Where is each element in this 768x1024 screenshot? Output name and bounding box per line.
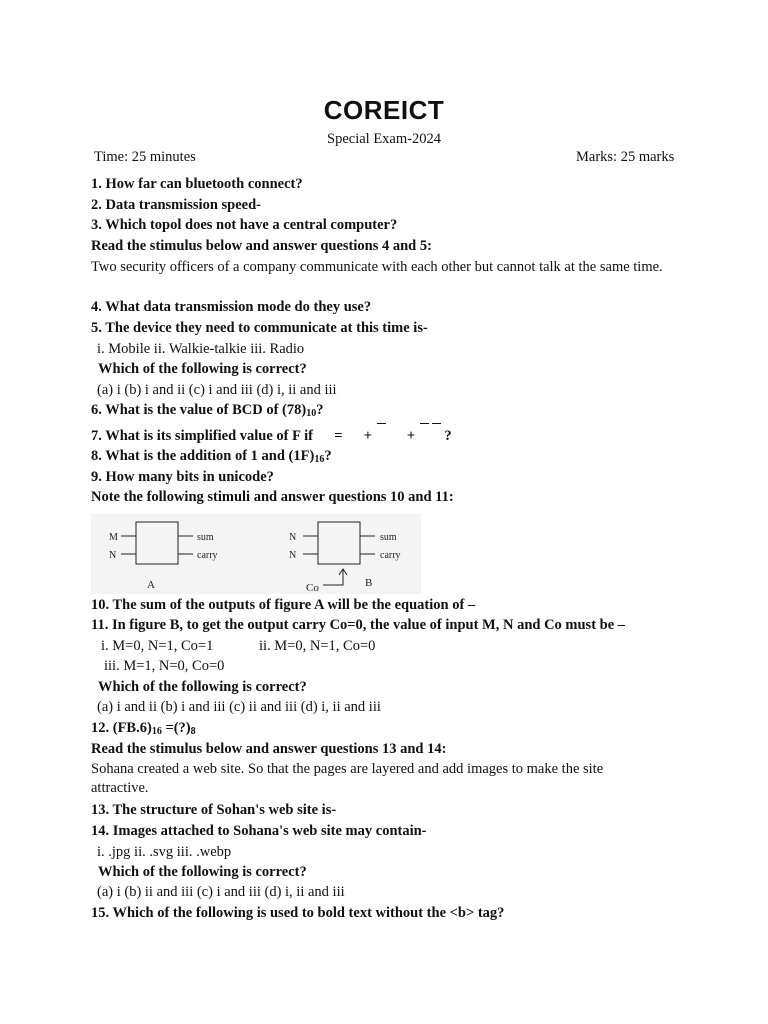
stimulus-3-text: Sohana created a web site. So that the pages are layered and add images to make the site attractive.: [91, 761, 604, 796]
question-6-text: 6. What is the value of BCD of (78): [91, 402, 307, 418]
question-11: 11. In figure B, to get the output carry Co=0, the value of input M, N and Co must be –: [91, 617, 626, 633]
label-a-input-1: M: [109, 532, 118, 543]
question-12-text: 12. (FB.6): [91, 720, 152, 736]
block-a: [136, 522, 178, 564]
question-5-prompt: Which of the following is correct?: [98, 361, 307, 377]
block-b-carry-in-line: [323, 570, 343, 585]
label-b-input-1: N: [289, 532, 297, 543]
question-14-options: (a) i (b) ii and iii (c) i and iii (d) i, ii and iii: [97, 884, 345, 900]
question-11-item-ii: ii. M=0, N=1, Co=0: [259, 638, 376, 654]
label-b-carry-in: Co: [306, 582, 319, 594]
question-5: 5. The device they need to communicate at this time is-: [91, 320, 428, 336]
circuit-figure: [91, 514, 421, 594]
question-11-options: (a) i and ii (b) i and iii (c) ii and iii (d) i, ii and iii: [97, 699, 381, 715]
stimulus-2-heading: Note the following stimuli and answer questions 10 and 11:: [91, 489, 454, 505]
question-11-item-i: i. M=0, N=1, Co=1: [101, 638, 214, 654]
label-b-output-2: carry: [380, 550, 401, 561]
question-10: 10. The sum of the outputs of figure A will be the equation of –: [91, 597, 476, 613]
question-8-text: 8. What is the addition of 1 and (1F): [91, 448, 315, 464]
exam-marks: Marks: 25 marks: [576, 149, 675, 165]
question-14-prompt: Which of the following is correct?: [98, 864, 307, 880]
question-7-equals: =: [334, 428, 343, 444]
label-a-input-2: N: [109, 550, 117, 561]
label-figure-b: B: [365, 577, 373, 589]
question-8-end: ?: [324, 448, 332, 464]
question-8: [91, 447, 332, 469]
question-6-end: ?: [316, 402, 324, 418]
question-11-item-iii: iii. M=1, N=0, Co=0: [104, 658, 225, 674]
question-11-prompt: Which of the following is correct?: [98, 679, 307, 695]
overline-term: [419, 427, 429, 446]
question-7: [91, 427, 452, 446]
question-8-base: 16: [314, 454, 325, 465]
overline-term: [376, 427, 386, 446]
question-7-plus-2: +: [406, 428, 416, 444]
question-12: [91, 719, 196, 741]
label-b-output-1: sum: [380, 532, 397, 543]
label-figure-a: A: [147, 579, 155, 591]
stimulus-1-text: Two security officers of a company communicate with each other but cannot talk at the same time.: [91, 259, 663, 275]
stimulus-1-heading: Read the stimulus below and answer questions 4 and 5:: [91, 238, 432, 254]
question-15: 15. Which of the following is used to bold text without the <b> tag?: [91, 905, 505, 921]
question-14: 14. Images attached to Sohana's web site may contain-: [91, 823, 427, 839]
exam-subtitle: Special Exam-2024: [327, 131, 441, 147]
question-3: 3. Which topol does not have a central computer?: [91, 217, 398, 233]
stimulus-3-heading: Read the stimulus below and answer questions 13 and 14:: [91, 741, 447, 757]
question-7-end: ?: [444, 428, 452, 444]
block-b: [318, 522, 360, 564]
question-12-mid: =(?): [161, 720, 191, 736]
question-1: 1. How far can bluetooth connect?: [91, 176, 303, 192]
exam-time: Time: 25 minutes: [94, 149, 196, 165]
overline-term: [431, 427, 441, 446]
exam-title: COREICT: [323, 95, 445, 125]
question-5-items: i. Mobile ii. Walkie-talkie iii. Radio: [97, 341, 305, 357]
question-5-options: (a) i (b) i and ii (c) i and iii (d) i, ii and iii: [97, 382, 337, 398]
label-b-input-2: N: [289, 550, 297, 561]
question-13: 13. The structure of Sohan's web site is-: [91, 802, 337, 818]
label-a-output-1: sum: [197, 532, 214, 543]
question-4: 4. What data transmission mode do they use?: [91, 299, 372, 315]
question-12-base-1: 16: [151, 726, 162, 737]
question-7-plus-1: +: [363, 428, 372, 444]
label-a-output-2: carry: [197, 550, 218, 561]
question-6-base: 10: [306, 408, 317, 419]
question-14-items: i. .jpg ii. .svg iii. .webp: [97, 844, 232, 860]
question-9: 9. How many bits in unicode?: [91, 469, 274, 485]
question-7-text: 7. What is its simplified value of F if: [91, 428, 313, 444]
adder-diagrams: [91, 514, 421, 594]
question-12-base-2: 8: [190, 726, 196, 737]
question-6: [91, 401, 323, 423]
question-2: 2. Data transmission speed-: [91, 197, 261, 213]
